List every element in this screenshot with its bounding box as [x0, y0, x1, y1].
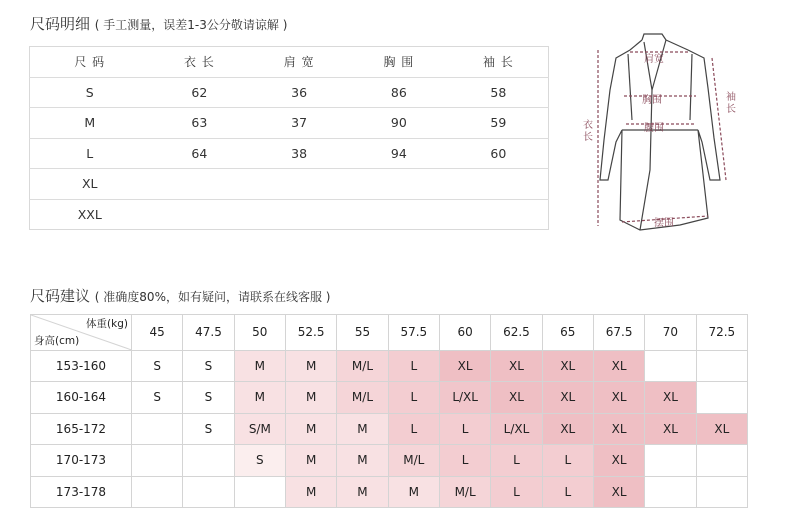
size-cell: 63 [150, 108, 250, 139]
table-row [30, 169, 549, 200]
size-detail-heading: 尺码明细 [30, 15, 91, 33]
size-cell: 38 [249, 138, 349, 169]
size-table-header: 袖 长 [482, 55, 514, 70]
size-suggestion-cell: L [388, 350, 439, 381]
size-suggestion-cell: XL [593, 476, 644, 507]
size-detail-title [30, 13, 287, 34]
size-suggestion-cell: XL [645, 413, 696, 444]
size-suggestion-cell: XL [491, 382, 542, 413]
size-cell [249, 169, 349, 200]
chest-label: 胸围 [642, 95, 662, 106]
size-suggestion-cell: XL [542, 350, 593, 381]
size-suggestion-cell: L [439, 413, 490, 444]
size-suggestion-cell [132, 413, 183, 444]
size-suggestion-cell: M/L [388, 445, 439, 476]
size-cell: 64 [150, 138, 250, 169]
size-suggestion-cell: XL [439, 350, 490, 381]
size-suggestion-cell: S [234, 445, 285, 476]
table-row [31, 413, 748, 444]
weight-header: 70 [645, 315, 696, 351]
size-suggestion-cell [645, 476, 696, 507]
size-suggestion-cell: M [337, 476, 388, 507]
size-advice-note: ( 准确度80%，如有疑问，请联系在线客服 ) [94, 290, 331, 304]
table-row [30, 199, 549, 230]
size-cell: 94 [349, 138, 449, 169]
size-suggestion-cell: XL [645, 382, 696, 413]
size-cell [349, 199, 449, 230]
size-suggestion-cell [132, 476, 183, 507]
weight-header: 55 [337, 315, 388, 351]
size-suggestion-cell: M/L [439, 476, 490, 507]
size-cell [449, 199, 549, 230]
corner-header [31, 315, 132, 351]
size-cell: XXL [30, 199, 150, 230]
size-suggestion-cell: XL [593, 413, 644, 444]
size-advice-title [30, 285, 330, 306]
table-row [30, 138, 549, 169]
size-suggestion-cell: S [183, 413, 234, 444]
size-cell [249, 199, 349, 230]
size-cell [150, 169, 250, 200]
weight-header: 67.5 [593, 315, 644, 351]
table-row [31, 382, 748, 413]
size-suggestion-cell: M/L [337, 350, 388, 381]
height-range: 173-178 [31, 476, 132, 507]
size-suggestion-cell [234, 476, 285, 507]
hem-label: 摆围 [654, 218, 674, 229]
size-cell: 60 [449, 138, 549, 169]
size-suggestion-cell [696, 445, 747, 476]
size-suggestion-cell: S/M [234, 413, 285, 444]
height-range: 170-173 [31, 445, 132, 476]
size-table-header: 胸 围 [383, 55, 415, 70]
size-cell: 90 [349, 108, 449, 139]
length-label: 衣长 [583, 120, 593, 143]
size-cell: 59 [449, 108, 549, 139]
size-suggestion-cell: XL [593, 445, 644, 476]
size-table-header: 肩 宽 [283, 55, 315, 70]
size-cell: 62 [150, 77, 250, 108]
size-cell: 86 [349, 77, 449, 108]
weight-header: 45 [132, 315, 183, 351]
size-suggestion-cell: S [132, 350, 183, 381]
height-label: 身高(cm) [34, 334, 80, 347]
table-row [31, 476, 748, 507]
size-recommend-table [30, 314, 748, 508]
size-suggestion-cell: L [388, 382, 439, 413]
size-suggestion-cell [696, 350, 747, 381]
size-suggestion-cell: L/XL [491, 413, 542, 444]
size-suggestion-cell: XL [491, 350, 542, 381]
size-suggestion-cell: L [542, 476, 593, 507]
size-suggestion-cell [696, 382, 747, 413]
size-table-header: 衣 长 [183, 55, 215, 70]
height-range: 165-172 [31, 413, 132, 444]
size-cell: XL [30, 169, 150, 200]
size-suggestion-cell: M [285, 350, 336, 381]
size-suggestion-cell: S [183, 350, 234, 381]
weight-header: 47.5 [183, 315, 234, 351]
shoulder-label: 肩宽 [644, 54, 664, 65]
size-detail-table [29, 46, 549, 230]
size-suggestion-cell: M [337, 445, 388, 476]
table-row [31, 445, 748, 476]
size-suggestion-cell: M/L [337, 382, 388, 413]
sleeve-label: 袖长 [726, 92, 736, 115]
size-suggestion-cell: L/XL [439, 382, 490, 413]
size-cell [150, 199, 250, 230]
size-cell: 37 [249, 108, 349, 139]
size-table-header: 尺 码 [74, 55, 106, 70]
size-suggestion-cell: M [285, 476, 336, 507]
size-cell: M [30, 108, 150, 139]
size-suggestion-cell [645, 445, 696, 476]
weight-header: 50 [234, 315, 285, 351]
size-advice-heading: 尺码建议 [30, 287, 91, 305]
weight-header: 60 [439, 315, 490, 351]
size-suggestion-cell: L [542, 445, 593, 476]
weight-header: 57.5 [388, 315, 439, 351]
size-suggestion-cell: M [285, 413, 336, 444]
size-suggestion-cell [645, 350, 696, 381]
weight-header-row [31, 315, 748, 351]
size-cell [349, 169, 449, 200]
size-suggestion-cell [183, 445, 234, 476]
size-suggestion-cell: L [491, 476, 542, 507]
weight-label: 体重(kg) [86, 318, 128, 330]
size-suggestion-cell: L [491, 445, 542, 476]
size-cell: L [30, 138, 150, 169]
size-suggestion-cell [132, 445, 183, 476]
size-suggestion-cell: XL [696, 413, 747, 444]
table-row [31, 350, 748, 381]
size-suggestion-cell: M [234, 350, 285, 381]
size-suggestion-cell: S [183, 382, 234, 413]
size-suggestion-cell: S [132, 382, 183, 413]
table-row [30, 108, 549, 139]
table-row [30, 77, 549, 108]
size-suggestion-cell: M [285, 445, 336, 476]
height-range: 160-164 [31, 382, 132, 413]
height-range: 153-160 [31, 350, 132, 381]
size-suggestion-cell: XL [593, 350, 644, 381]
size-detail-note: ( 手工测量，误差1-3公分敬请谅解 ) [94, 18, 288, 32]
waist-label: 腰围 [644, 123, 664, 134]
size-suggestion-cell: XL [542, 413, 593, 444]
size-cell: 36 [249, 77, 349, 108]
size-suggestion-cell [696, 476, 747, 507]
size-suggestion-cell: XL [542, 382, 593, 413]
size-cell [449, 169, 549, 200]
size-suggestion-cell: M [337, 413, 388, 444]
size-cell: 58 [449, 77, 549, 108]
size-suggestion-cell: M [234, 382, 285, 413]
size-table-header-row [30, 47, 549, 78]
weight-header: 65 [542, 315, 593, 351]
weight-header: 62.5 [491, 315, 542, 351]
size-suggestion-cell [183, 476, 234, 507]
size-cell: S [30, 77, 150, 108]
size-suggestion-cell: XL [593, 382, 644, 413]
size-suggestion-cell: L [388, 413, 439, 444]
weight-header: 52.5 [285, 315, 336, 351]
size-suggestion-cell: M [285, 382, 336, 413]
weight-header: 72.5 [696, 315, 747, 351]
garment-diagram [580, 30, 740, 240]
size-suggestion-cell: M [388, 476, 439, 507]
size-suggestion-cell: L [439, 445, 490, 476]
